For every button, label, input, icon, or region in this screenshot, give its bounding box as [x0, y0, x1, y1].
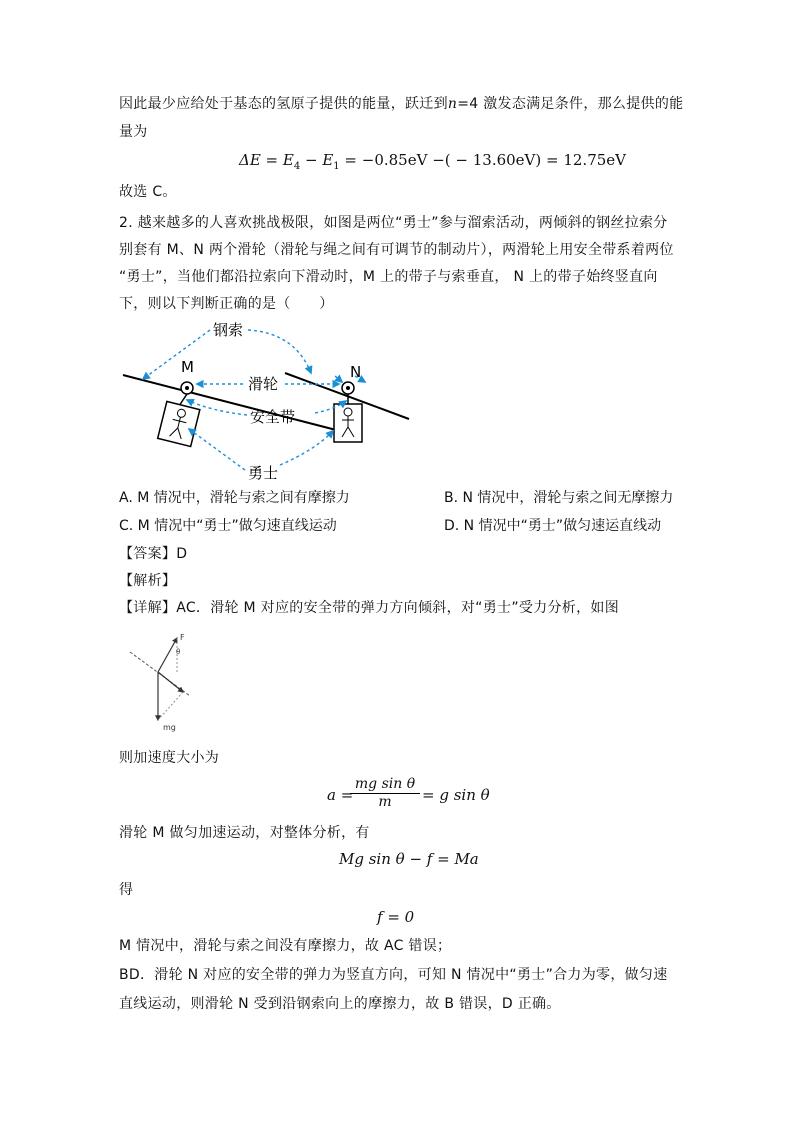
eq-sub: 1 [333, 161, 340, 172]
force-f-arrow [158, 638, 177, 672]
text-line: BD．滑轮 N 对应的安全带的弹力为竖直方向，可知 N 情况中“勇士”合力为零，做匀速 [119, 967, 668, 983]
text-line: 量为 [119, 124, 148, 140]
component-arrow [158, 672, 183, 692]
label-warrior: 勇士 [248, 464, 279, 482]
eq2-lhs: a = [327, 786, 354, 804]
question-line: 别套有 M、N 两个滑轮（滑轮与绳之间有可调节的制动片），两滑轮上用安全带系着两位 [119, 242, 674, 258]
option-b[interactable]: B. N 情况中，滑轮与索之间无摩擦力 [444, 490, 674, 506]
label-f: F [180, 633, 185, 642]
eq2-numerator: mg sin θ [350, 776, 420, 794]
option-c[interactable]: C. M 情况中“勇士”做匀速直线运动 [119, 518, 337, 534]
option-a[interactable]: A. M 情况中，滑轮与索之间有摩擦力 [119, 490, 350, 506]
eq-sub: 4 [293, 161, 301, 172]
rope-m [123, 375, 340, 431]
eq-part: ΔE = E [239, 151, 294, 169]
option-d[interactable]: D. N 情况中“勇士”做匀速运直线动 [444, 518, 662, 534]
eq2-denominator: m [378, 794, 392, 810]
text-segment: =4 激发态满足条件，那么提供的能 [457, 96, 684, 112]
label-m: M [181, 358, 194, 376]
label-mg: mg [163, 723, 176, 732]
text-line: 则加速度大小为 [119, 750, 220, 766]
eq-part: − E [300, 151, 334, 169]
eq2-rhs: = g sin θ [422, 786, 490, 804]
warrior-n-icon [334, 404, 362, 442]
warrior-m-icon [158, 401, 200, 446]
eq-part: = −0.85eV −( − 13.60eV) = 12.75eV [339, 151, 626, 169]
equation-friction: f = 0 [377, 908, 415, 926]
label-pulley: 滑轮 [248, 375, 279, 393]
question-line: 2. 越来越多的人喜欢挑战极限，如图是两位“勇士”参与溜索活动，两倾斜的钢丝拉索分 [119, 215, 668, 231]
arrow-warrior-m [189, 429, 245, 470]
arrow-warrior-n [280, 431, 333, 465]
text-line: M 情况中，滑轮与索之间没有摩擦力，故 AC 错误； [119, 938, 452, 954]
equation-energy [239, 151, 626, 172]
variable-n: n [447, 96, 458, 112]
text-line: 滑轮 M 做匀加速运动，对整体分析，有 [119, 825, 370, 841]
label-n: N [350, 363, 362, 381]
zipline-figure [115, 315, 425, 485]
text-line [119, 94, 683, 114]
analysis-heading: 【解析】 [119, 573, 177, 589]
text-line: 得 [119, 882, 134, 898]
question-line: 下，则以下判断正确的是（ ） [119, 296, 334, 312]
force-diagram [125, 628, 195, 738]
arrow-pulley-n-top [335, 376, 342, 382]
conclusion-line: 故选 C。 [119, 184, 177, 200]
arrow-rope-m [143, 330, 210, 379]
label-rope: 钢索 [213, 321, 244, 339]
detail-line: 【详解】AC．滑轮 M 对应的安全带的弹力方向倾斜，对“勇士”受力分析，如图 [119, 600, 619, 616]
text-segment: 因此最少应给处于基态的氢原子提供的能量，跃迁到 [119, 96, 448, 112]
text-line: 直线运动，则滑轮 N 受到沿钢索向上的摩擦力，故 B 错误，D 正确。 [119, 996, 561, 1012]
eq2-fraction [350, 776, 420, 810]
label-theta: θ [176, 648, 181, 656]
question-line: “勇士”，当他们都沿拉索向下滑动时，M 上的带子与索垂直， N 上的带子始终竖直向 [119, 269, 658, 285]
answer-line: 【答案】D [119, 546, 188, 562]
arrow-rope-n [248, 330, 311, 373]
equation-newton: Mg sin θ − f = Ma [339, 850, 479, 868]
label-belt: 安全带 [250, 408, 296, 426]
